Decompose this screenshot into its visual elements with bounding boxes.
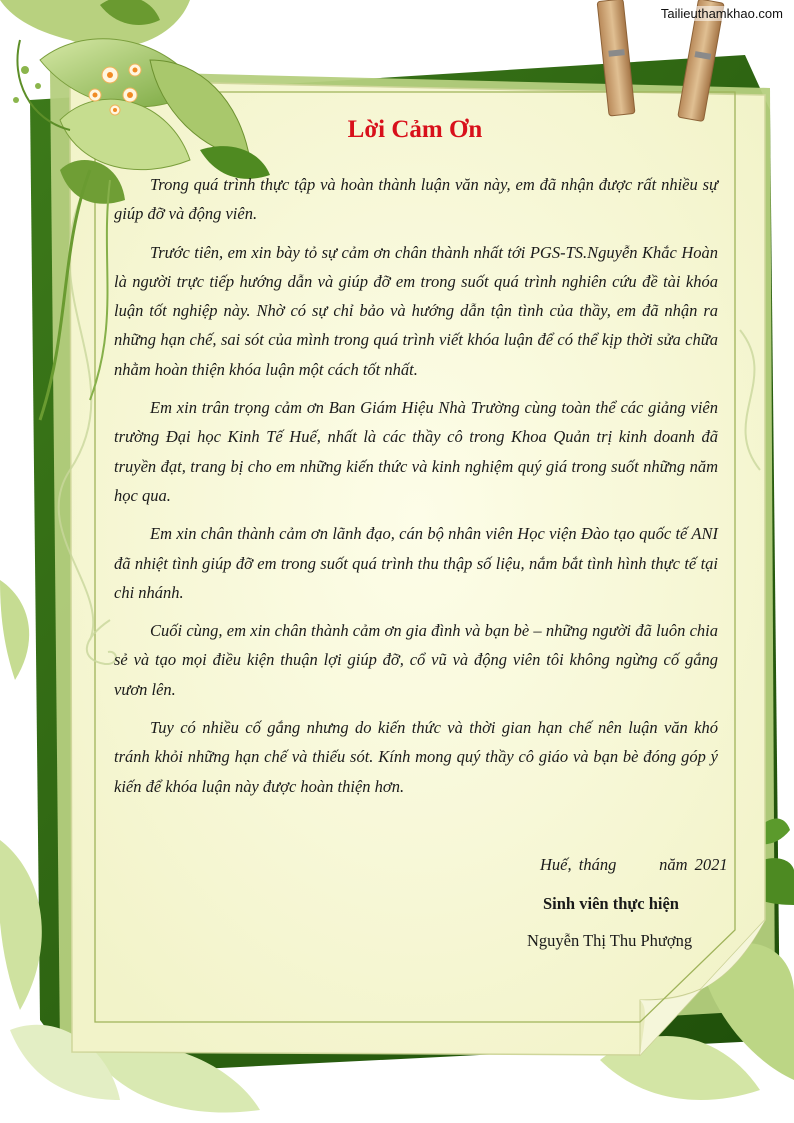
paragraph: Em xin trân trọng cảm ơn Ban Giám Hiệu Nhà Trường cùng toàn thể các giảng viên trường Đại học Kinh Tế Huế, nhất là các thầy cô trong Khoa Quản trị kinh doanh đã truyền đạt, trang bị cho em những kiến thức và kinh nghiệm quý giá trong suốt những năm học qua. <box>114 398 718 505</box>
signature-place-date: Huế, tháng năm 2021 <box>540 855 728 874</box>
paragraph: Cuối cùng, em xin chân thành cảm ơn gia đình và bạn bè – những người đã luôn chia sẻ và tạo mọi điều kiện thuận lợi giúp đỡ, cổ vũ và động viên tôi không ngừng cố gắng vươn lên. <box>114 621 718 699</box>
signature-name: Nguyễn Thị Thu Phượng <box>527 931 693 950</box>
watermark-text: Tailieuthamkhao.com <box>658 6 786 21</box>
signature-role: Sinh viên thực hiện <box>543 894 679 913</box>
acknowledgement-body <box>114 170 718 810</box>
paragraph: Em xin chân thành cảm ơn lãnh đạo, cán bộ nhân viên Học viện Đào tạo quốc tế ANI đã nhiệt tình giúp đỡ em trong suốt quá trình thu thập số liệu, nắm bắt tình hình thực tế tại chi nhánh. <box>114 524 718 602</box>
paragraph: Trong quá trình thực tập và hoàn thành luận văn này, em đã nhận được rất nhiều sự giúp đỡ và động viên. <box>114 175 718 224</box>
paragraph: Tuy có nhiều cố gắng nhưng do kiến thức và thời gian hạn chế nên luận văn khó tránh khỏi những hạn chế và thiếu sót. Kính mong quý thầy cô giáo và bạn bè đóng góp ý kiến để khóa luận này được hoàn thiện hơn. <box>114 718 718 796</box>
paragraph: Trước tiên, em xin bày tỏ sự cảm ơn chân thành nhất tới PGS-TS.Nguyễn Khắc Hoàn là người trực tiếp hướng dẫn và giúp đỡ em trong suốt quá trình nghiên cứu đề tài khóa luận tốt nghiệp này. Nhờ có sự chỉ bảo và hướng dẫn tận tình của thầy, em đã nhận ra những hạn chế, sai sót của mình trong quá trình viết khóa luận để có thể kịp thời sửa chữa nhằm hoàn thiện khóa luận một cách tốt nhất. <box>114 242 718 379</box>
page-title: Lời Cảm Ơn <box>347 116 483 143</box>
